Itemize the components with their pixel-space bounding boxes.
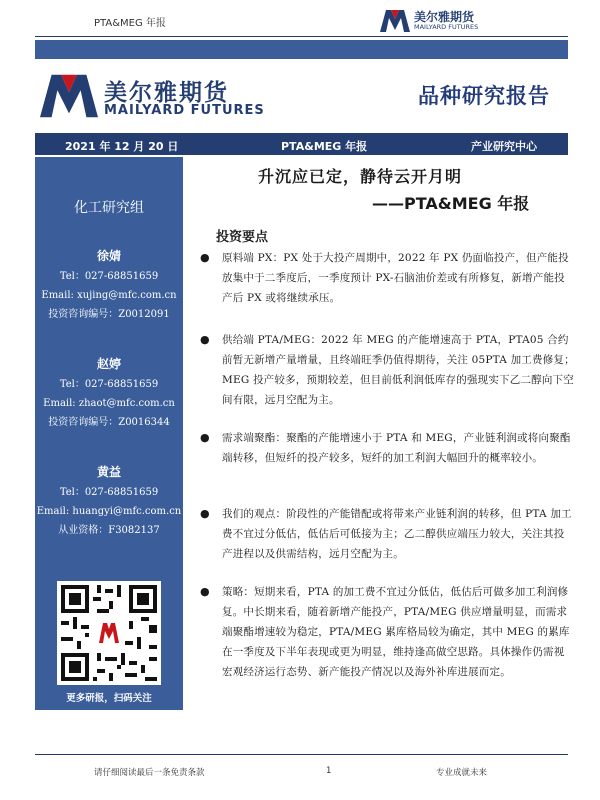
logo-mark-icon (380, 10, 410, 32)
brand-name-en: MAILYARD FUTURES (104, 103, 265, 118)
footer-disclaimer: 请仔细阅读最后一条免责条款 (94, 768, 205, 778)
sidebar (35, 157, 183, 710)
analyst-email[interactable]: Email: zhaot@mfc.com.cn (43, 398, 175, 409)
header-logo (380, 8, 510, 34)
header-report-title: PTA&MEG 年报 (94, 18, 166, 29)
header-logo-cn: 美尔雅期货 (414, 10, 475, 24)
brand-name-cn: 美尔雅期货 (104, 80, 229, 106)
analyst-email[interactable]: Email: xujing@mfc.com.cn (41, 290, 177, 301)
report-date: 2021 年 12 月 20 日 (65, 140, 179, 153)
key-point-text: 需求端聚酯：聚酯的产能增速小于 PTA 和 MEG，产业链利润或将向聚酯端转移，但短纤的投产较多，短纤的加工利润大幅回升的概率较小。 (222, 432, 571, 464)
header-rule (35, 36, 568, 37)
key-point-text: 我们的观点：阶段性的产能错配或将带来产业链利润的转移，但 PTA 加工费不宜过分低估，低估后可低接为主；乙二醇供应端压力较大，关注其投产进程以及供需结构，远月空配为主。 (222, 508, 572, 560)
analyst-cert: 从业资格：F3082137 (58, 525, 160, 536)
key-point-text: 策略：短期来看，PTA 的加工费不宜过分低估，低估后可做多加工利润修复。中长期来看，随着新增产能投产，PTA/MEG 供应增量明显，而需求端聚酯增速较为稳定，PTA/MEG 累库格局较为确定，其中 MEG 的累库在一季度及下半年表现或更为明显，维持逢高做空思路。具体操作仍需视宏观经济运行态势、新产能投产情况以及海外补库进展而定。 (222, 586, 570, 678)
analyst-name: 徐婧 (96, 249, 121, 263)
analyst-tel: Tel：027-68851659 (59, 487, 159, 498)
key-point (200, 330, 575, 410)
analyst-card (35, 247, 183, 324)
header-band (35, 40, 568, 59)
analyst-card (35, 355, 183, 432)
analyst-cert: 投资咨询编号：Z0016344 (48, 417, 170, 428)
analyst-tel: Tel：027-68851659 (59, 271, 159, 282)
section-heading: 投资要点 (216, 230, 269, 245)
qr-caption: 更多研报，扫码关注 (66, 693, 152, 704)
analyst-tel: Tel：027-68851659 (59, 379, 159, 390)
report-dept: 产业研究中心 (471, 140, 537, 153)
report-category: PTA&MEG 年报 (281, 140, 368, 153)
page-number: 1 (326, 766, 332, 776)
key-point (200, 428, 575, 468)
info-bar (35, 133, 568, 155)
analyst-card (35, 463, 183, 540)
brand-mark-icon (40, 74, 98, 118)
header-logo-en: MAILYARD FUTURES (414, 23, 479, 31)
report-subtitle: ——PTA&MEG 年报 (372, 194, 530, 213)
analyst-name: 黄益 (96, 465, 121, 479)
key-point (200, 582, 575, 682)
bullet-icon: ● (200, 431, 210, 444)
analyst-name: 赵婷 (96, 357, 121, 371)
bullet-icon: ● (200, 507, 210, 520)
key-point-text: 供给端 PTA/MEG：2022 年 MEG 的产能增速高于 PTA，PTA05 合约前暂无新增产量增量，且终端旺季仍值得期待，关注 05PTA 加工费修复；MEG 投产较多，预期较差，但目前低利润低库存的强现实下乙二醇向下空间有限，远月空配为主。 (222, 334, 575, 406)
research-group: 化工研究组 (74, 200, 144, 216)
qr-code-icon[interactable] (57, 581, 161, 685)
key-point (200, 248, 575, 308)
key-point-text: 原料端 PX：PX 处于大投产周期中，2022 年 PX 仍面临投产，但产能投放集中于二季度后，一季度预计 PX-石脑油价差或有所修复，新增产能投产后 PX 或将继续承压。 (222, 252, 569, 304)
key-point (200, 504, 575, 564)
bullet-icon: ● (200, 251, 210, 264)
bullet-icon: ● (200, 333, 210, 346)
report-type: 品种研究报告 (418, 84, 550, 108)
footer-slogan: 专业成就未来 (436, 768, 488, 778)
brand-logo (40, 74, 270, 120)
report-title: 升沉应已定，静待云开月明 (257, 167, 462, 186)
analyst-cert: 投资咨询编号：Z0012091 (48, 309, 170, 320)
bullet-icon: ● (200, 585, 210, 598)
analyst-email[interactable]: Email: huangyi@mfc.com.cn (36, 506, 182, 517)
footer-rule (35, 754, 568, 755)
